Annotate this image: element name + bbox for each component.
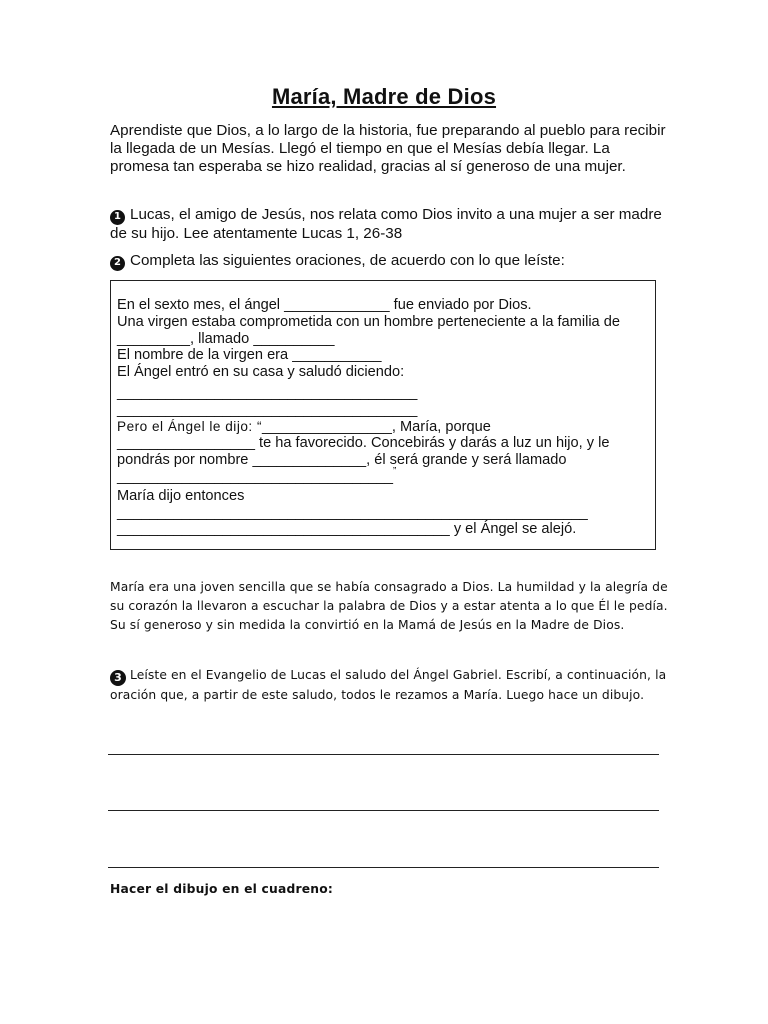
box-line: María dijo entonces — [117, 487, 245, 504]
closing-quote: ” — [392, 465, 397, 477]
drawing-instruction: Hacer el dibujo en el cuadreno: — [110, 882, 333, 896]
box-line — [117, 419, 649, 436]
box-line — [117, 465, 649, 488]
answer-line — [108, 754, 659, 755]
box-line: _________________ te ha favorecido. Concebirás y darás a luz un hijo, y le — [117, 435, 610, 452]
box-line: __________________________________________________________ — [117, 504, 588, 521]
box-line: Una virgen estaba comprometida con un hombre perteneciente a la familia de — [117, 313, 620, 330]
page-title: María, Madre de Dios — [271, 84, 497, 109]
answer-line — [108, 867, 659, 868]
step-1-text: Lucas, el amigo de Jesús, nos relata como Dios invito a una mujer a ser madre de su hijo. Lee atentamente Lucas 1, 26-38 — [110, 206, 662, 242]
box-line: El Ángel entró en su casa y saludó diciendo: — [117, 364, 405, 381]
step-2-text: Completa las siguientes oraciones, de acuerdo con lo que leíste: — [130, 252, 565, 269]
paragraph-2: María era una joven sencilla que se había consagrado a Dios. La humildad y la alegría de su corazón la llevaron a escuchar la palabra de Dios y a estar atenta a lo que Él le pedía. Su sí generoso y sin medida la convirtió en la Mamá de Jesús en la Madre de Dios. — [110, 580, 668, 632]
number-3-icon: 3 — [110, 670, 126, 686]
angel-said-blank: ________________, María, porque — [262, 418, 491, 435]
step-1 — [110, 206, 670, 243]
number-2-icon: 2 — [110, 256, 125, 271]
answer-line — [108, 810, 659, 811]
step-2 — [110, 252, 670, 271]
intro-paragraph: Aprendiste que Dios, a lo largo de la historia, fue preparando al pueblo para recibir la llegada de un Mesías. Llegó el tiempo en que el Mesías debía llegar. La promesa tan esperaba se hizo realidad, gracias al sí generoso de una mujer. — [110, 122, 666, 175]
box-line: En el sexto mes, el ángel _____________ fue enviado por Dios. — [117, 297, 532, 313]
exercise-box — [110, 280, 656, 550]
box-line: pondrás por nombre ______________, él será grande y será llamado — [117, 452, 567, 469]
number-1-icon: 1 — [110, 210, 125, 225]
box-line: _________, llamado __________ — [117, 330, 335, 347]
step-3-text: Leíste en el Evangelio de Lucas el saludo del Ángel Gabriel. Escribí, a continuación, la oración que, a partir de este saludo, todos le rezamos a María. Luego hace un dibujo. — [110, 668, 667, 702]
box-line: _____________________________________ — [117, 384, 418, 401]
angel-said-label: Pero el Ángel le dijo: “ — [117, 418, 262, 434]
box-line: El nombre de la virgen era ___________ — [117, 347, 382, 364]
box-line: _____________________________________ — [117, 401, 418, 418]
step-3 — [110, 666, 670, 705]
called-blank: __________________________________ — [117, 468, 393, 485]
box-line: _________________________________________ y el Ángel se alejó. — [117, 521, 577, 538]
